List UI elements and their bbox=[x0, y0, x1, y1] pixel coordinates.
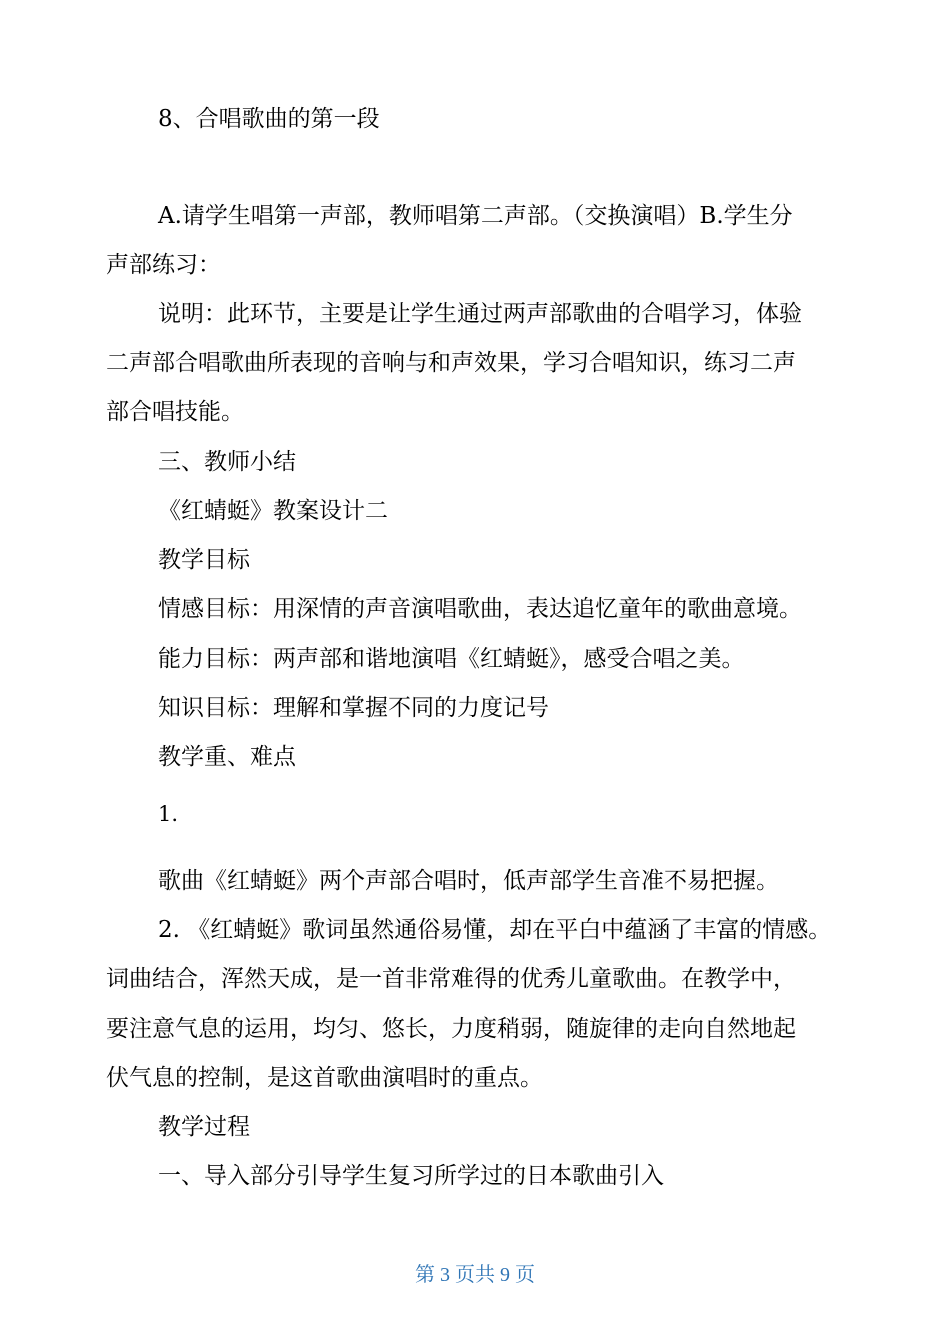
text-line-21: 一、导入部分引导学生复习所学过的日本歌曲引入 bbox=[158, 1163, 664, 1189]
text-line-10: 情感目标：用深情的声音演唱歌曲，表达追忆童年的歌曲意境。 bbox=[158, 596, 802, 622]
text-line-12: 知识目标：理解和掌握不同的力度记号 bbox=[158, 695, 549, 721]
section-heading-process: 教学过程 bbox=[158, 1114, 250, 1140]
list-number-1: 1. bbox=[158, 802, 179, 826]
text-line-15: 歌曲《红蜻蜓》两个声部合唱时，低声部学生音准不易把握。 bbox=[158, 868, 779, 894]
text-line-11: 能力目标：两声部和谐地演唱《红蜻蜓》，感受合唱之美。 bbox=[158, 646, 745, 672]
text-line-4: 说明：此环节，主要是让学生通过两声部歌曲的合唱学习，体验 bbox=[158, 301, 802, 327]
lesson-plan-title: 《红蜻蜓》教案设计二 bbox=[158, 498, 388, 524]
text-line-1: 8、合唱歌曲的第一段 bbox=[158, 106, 380, 132]
text-line-6: 部合唱技能。 bbox=[106, 399, 244, 425]
section-heading-key-points: 教学重、难点 bbox=[158, 744, 296, 770]
text-line-3: 声部练习： bbox=[106, 252, 221, 278]
text-line-18: 要注意气息的运用，均匀、悠长，力度稍弱，随旋律的走向自然地起 bbox=[106, 1016, 796, 1042]
text-line-19: 伏气息的控制，是这首歌曲演唱时的重点。 bbox=[106, 1065, 543, 1091]
text-line-17: 词曲结合，浑然天成，是一首非常难得的优秀儿童歌曲。在教学中， bbox=[106, 966, 796, 992]
section-heading-summary: 三、教师小结 bbox=[158, 449, 296, 475]
page-number-footer: 第 3 页共 9 页 bbox=[415, 1264, 535, 1286]
text-line-16: 2. 《红蜻蜓》歌词虽然通俗易懂，却在平白中蕴涵了丰富的情感。 bbox=[158, 917, 832, 943]
text-line-5: 二声部合唱歌曲所表现的音响与和声效果，学习合唱知识，练习二声 bbox=[106, 350, 796, 376]
section-heading-objectives: 教学目标 bbox=[158, 547, 250, 573]
text-line-2: A.请学生唱第一声部，教师唱第二声部。（交换演唱）B.学生分 bbox=[158, 203, 793, 229]
